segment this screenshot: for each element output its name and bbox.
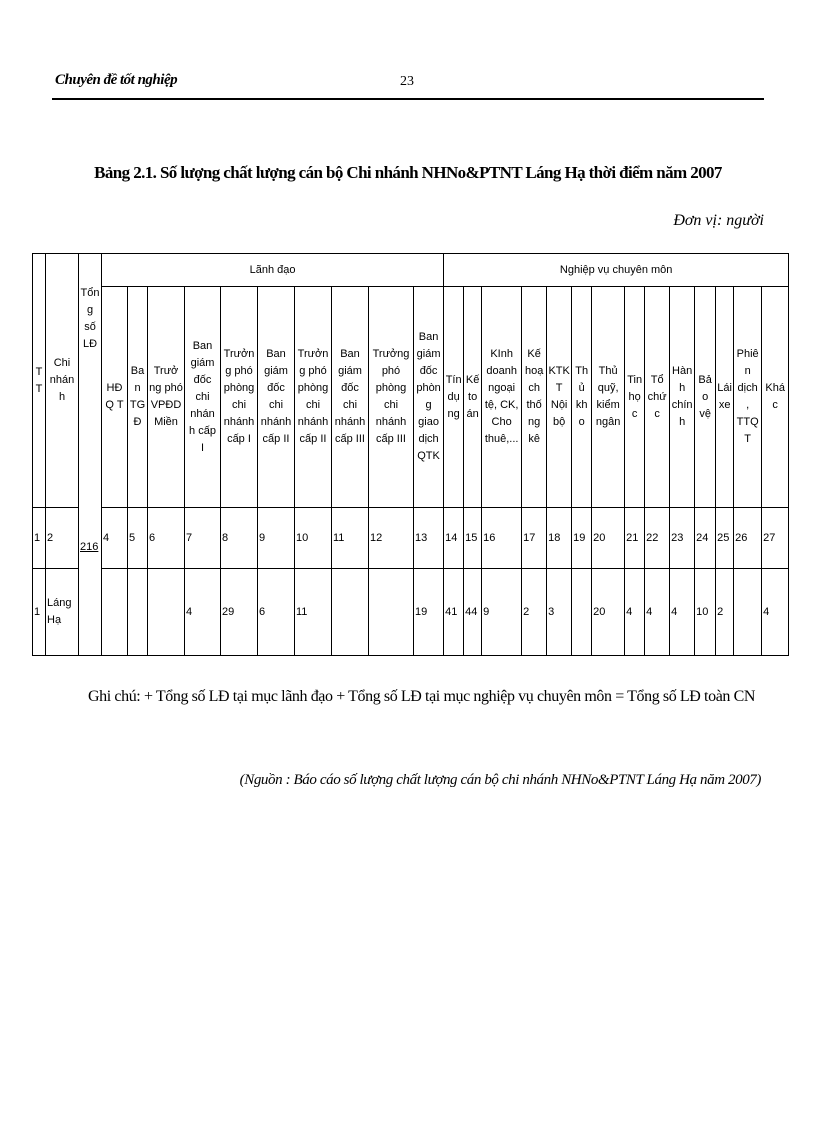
col-header: Kế hoạ ch thố ng kê bbox=[522, 287, 547, 508]
header-branch: Chi nhánh bbox=[46, 254, 79, 508]
header-divider bbox=[52, 98, 764, 100]
number-cell: 15 bbox=[464, 508, 482, 569]
col-header: Ban giám đốc phòng giao dịch QTK bbox=[414, 287, 444, 508]
data-cell: 10 bbox=[695, 569, 716, 656]
data-cell bbox=[572, 569, 592, 656]
data-cell: 11 bbox=[295, 569, 332, 656]
col-header: HĐQ T bbox=[102, 287, 128, 508]
data-cell bbox=[128, 569, 148, 656]
number-cell: 12 bbox=[369, 508, 414, 569]
staff-table bbox=[32, 253, 789, 656]
data-cell: 20 bbox=[592, 569, 625, 656]
table-title: Bảng 2.1. Số lượng chất lượng cán bộ Chi nhánh NHNo&PTNT Láng Hạ thời điểm năm 2007 bbox=[94, 163, 722, 182]
document-header-title: Chuyên đề tốt nghiệp bbox=[55, 72, 178, 88]
col-header: Tín dụ ng bbox=[444, 287, 464, 508]
col-header: KInh doanh ngoại tệ, CK, Cho thuê,... bbox=[482, 287, 522, 508]
page-number: 23 bbox=[400, 74, 414, 89]
number-cell: 9 bbox=[258, 508, 295, 569]
data-row bbox=[33, 569, 789, 656]
col-header: Phiê n dịch , TTQ T bbox=[734, 287, 762, 508]
number-cell: 20 bbox=[592, 508, 625, 569]
number-cell: 6 bbox=[148, 508, 185, 569]
number-row bbox=[33, 508, 789, 569]
col-header: Ban giám đốc chi nhánh cấp II bbox=[258, 287, 295, 508]
col-header: Ban giám đốc chi nhán h cấp I bbox=[185, 287, 221, 508]
data-cell: 2 bbox=[522, 569, 547, 656]
col-header: Trưởng phó phòng chi nhánh cấp II bbox=[295, 287, 332, 508]
col-header: Kế to án bbox=[464, 287, 482, 508]
col-header: KTK T Nội bộ bbox=[547, 287, 572, 508]
header-row-columns bbox=[33, 287, 789, 508]
number-cell: 14 bbox=[444, 508, 464, 569]
col-header: Lái xe bbox=[716, 287, 734, 508]
source-citation: (Nguồn : Báo cáo số lượng chất lượng cán bộ chi nhánh NHNo&PTNT Láng Hạ năm 2007) bbox=[239, 772, 761, 788]
row-branch: Láng Hạ bbox=[46, 569, 79, 656]
data-cell: 4 bbox=[185, 569, 221, 656]
number-cell: 25 bbox=[716, 508, 734, 569]
header-total: Tổn g số LĐ 216 bbox=[79, 254, 102, 656]
data-cell bbox=[102, 569, 128, 656]
data-cell: 4 bbox=[762, 569, 789, 656]
number-cell: 17 bbox=[522, 508, 547, 569]
number-cell: 24 bbox=[695, 508, 716, 569]
number-cell: 10 bbox=[295, 508, 332, 569]
col-header: Trưởn g phó phòng chi nhánh cấp I bbox=[221, 287, 258, 508]
row-tt: 1 bbox=[33, 569, 46, 656]
data-cell: 4 bbox=[645, 569, 670, 656]
number-cell: 4 bbox=[102, 508, 128, 569]
number-cell: 22 bbox=[645, 508, 670, 569]
col-header: Tin họ c bbox=[625, 287, 645, 508]
number-cell: 11 bbox=[332, 508, 369, 569]
number-cell: 13 bbox=[414, 508, 444, 569]
number-cell: 26 bbox=[734, 508, 762, 569]
data-cell: 44 bbox=[464, 569, 482, 656]
data-cell: 4 bbox=[625, 569, 645, 656]
number-cell: 1 bbox=[33, 508, 46, 569]
col-header: Tổ chứ c bbox=[645, 287, 670, 508]
number-cell: 2 bbox=[46, 508, 79, 569]
col-header: Thủ kho bbox=[572, 287, 592, 508]
data-cell: 6 bbox=[258, 569, 295, 656]
data-cell: 4 bbox=[670, 569, 695, 656]
data-cell bbox=[734, 569, 762, 656]
data-cell bbox=[148, 569, 185, 656]
group-specialty: Nghiệp vụ chuyên môn bbox=[444, 254, 789, 287]
number-cell: 23 bbox=[670, 508, 695, 569]
data-cell: 3 bbox=[547, 569, 572, 656]
col-header: Ban TG Đ bbox=[128, 287, 148, 508]
data-cell bbox=[369, 569, 414, 656]
col-header: Trưở ng phó VPĐD Miền bbox=[148, 287, 185, 508]
header-row-groups bbox=[33, 254, 789, 287]
col-header: Bảo vệ bbox=[695, 287, 716, 508]
unit-label: Đơn vị: người bbox=[673, 212, 764, 229]
data-cell: 2 bbox=[716, 569, 734, 656]
number-cell: 7 bbox=[185, 508, 221, 569]
number-cell: 8 bbox=[221, 508, 258, 569]
number-cell: 19 bbox=[572, 508, 592, 569]
total-value: 216 bbox=[80, 541, 99, 553]
number-cell: 16 bbox=[482, 508, 522, 569]
number-cell: 27 bbox=[762, 508, 789, 569]
header-tt: T T bbox=[33, 254, 46, 508]
data-cell: 41 bbox=[444, 569, 464, 656]
number-cell: 18 bbox=[547, 508, 572, 569]
data-cell: 9 bbox=[482, 569, 522, 656]
table-note: Ghi chú: + Tổng số LĐ tại mục lãnh đạo + Tổng số LĐ tại mục nghiệp vụ chuyên môn = Tổng số LĐ toàn CN bbox=[88, 688, 756, 705]
col-header: Ban giám đốc chi nhánh cấp III bbox=[332, 287, 369, 508]
col-header: Khác bbox=[762, 287, 789, 508]
number-cell: 5 bbox=[128, 508, 148, 569]
col-header: Hàn h chín h bbox=[670, 287, 695, 508]
data-cell: 19 bbox=[414, 569, 444, 656]
col-header: Thủ quỹ, kiểm ngân bbox=[592, 287, 625, 508]
data-cell bbox=[332, 569, 369, 656]
data-cell: 29 bbox=[221, 569, 258, 656]
col-header: Trưởng phó phòng chi nhánh cấp III bbox=[369, 287, 414, 508]
number-cell: 21 bbox=[625, 508, 645, 569]
group-leadership: Lãnh đạo bbox=[102, 254, 444, 287]
